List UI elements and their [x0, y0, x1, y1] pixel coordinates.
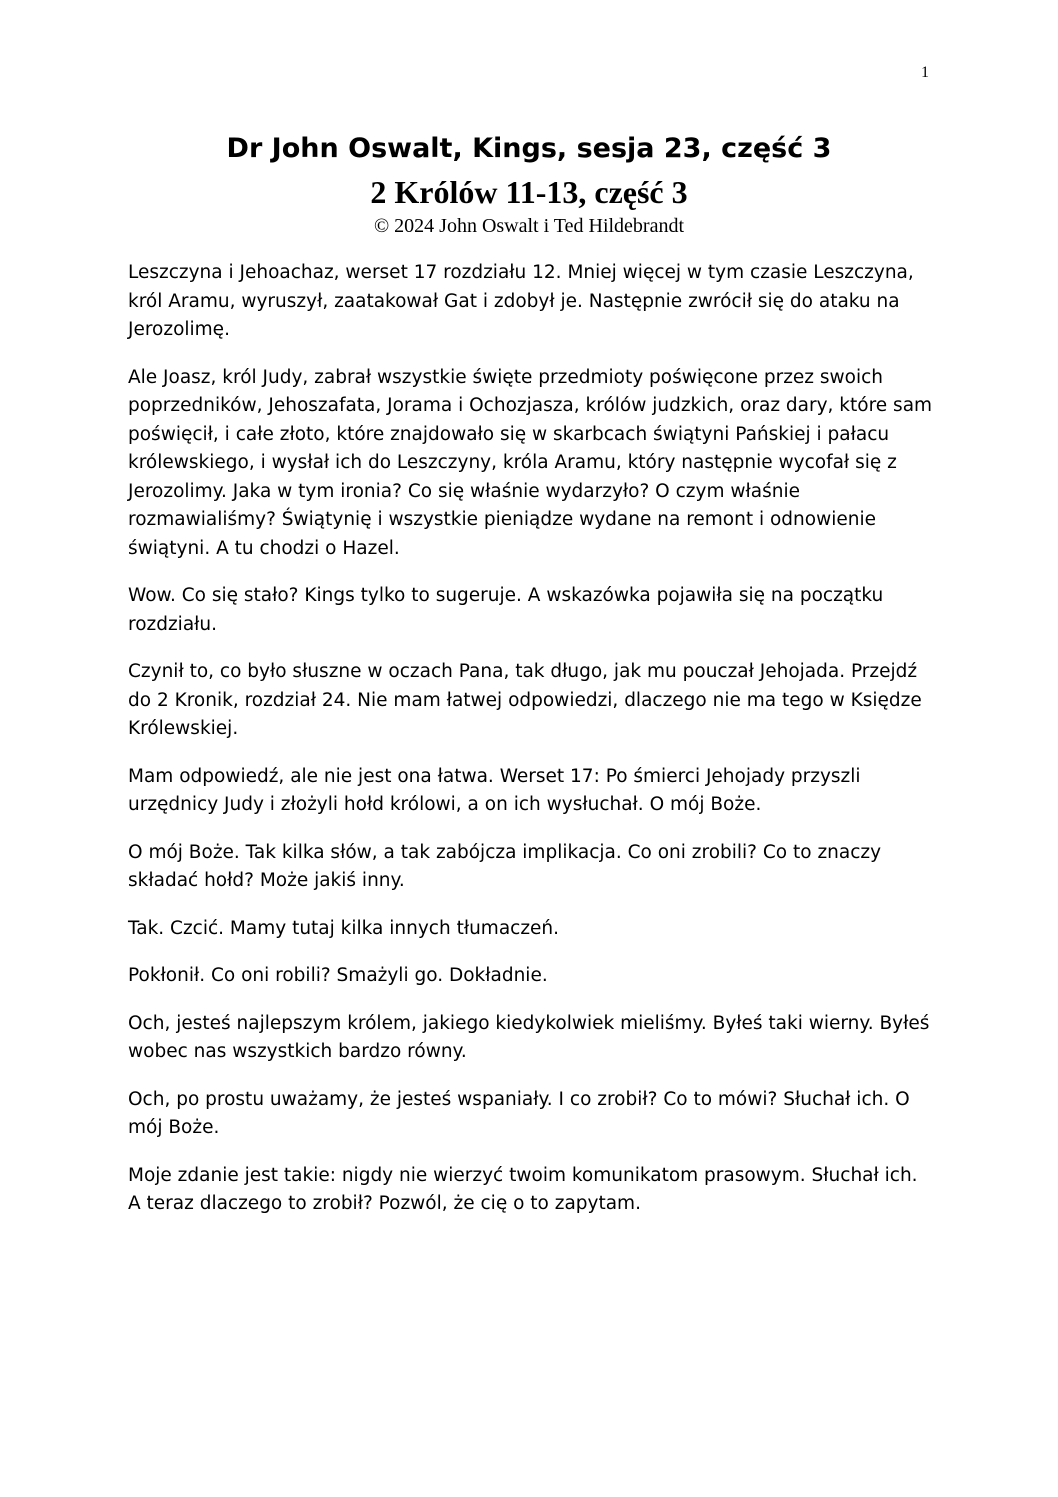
- document-title: Dr John Oswalt, Kings, sesja 23, część 3: [226, 133, 832, 164]
- paragraph: Czynił to, co było słuszne w oczach Pana, tak długo, jak mu pouczał Jehojada. Przejdź do 2 Kronik, rozdział 24. Nie mam łatwej odpowiedzi, dlaczego nie ma tego w Księdze Królewskiej.: [128, 661, 922, 739]
- paragraph: Tak. Czcić. Mamy tutaj kilka innych tłumaczeń.: [128, 917, 560, 939]
- transcript-body: [128, 259, 936, 1238]
- document-subtitle: 2 Królów 11-13, część 3: [370, 174, 688, 210]
- copyright-line: © 2024 John Oswalt i Ted Hildebrandt: [373, 215, 685, 237]
- paragraph: O mój Boże. Tak kilka słów, a tak zabójcza implikacja. Co oni zrobili? Co to znaczy składać hołd? Może jakiś inny.: [128, 841, 882, 891]
- page-number: 1: [921, 64, 929, 81]
- paragraph: Ale Joasz, król Judy, zabrał wszystkie święte przedmioty poświęcone przez swoich poprzedników, Jehoszafata, Jorama i Ochozjasza, królów judzkich, oraz dary, które sam poświęcił, i całe złoto, które znajdowało się w skarbcach świątyni Pańskiej i pałacu królewskiego, i wysłał ich do Leszczyny, króla Aramu, który następnie wycofał się z Jerozolimy. Jaka w tym ironia? Co się właśnie wydarzyło? O czym właśnie rozmawialiśmy? Świątynię i wszystkie pieniądze wydane na remont i odnowienie świątyni. A tu chodzi o Hazel.: [128, 366, 933, 559]
- paragraph: Och, jesteś najlepszym królem, jakiego kiedykolwiek mieliśmy. Byłeś taki wierny. Byłeś wobec nas wszystkich bardzo równy.: [128, 1012, 930, 1062]
- paragraph: Wow. Co się stało? Kings tylko to sugeruje. A wskazówka pojawiła się na początku rozdziału.: [128, 585, 884, 635]
- paragraph: Moje zdanie jest takie: nigdy nie wierzyć twoim komunikatom prasowym. Słuchał ich. A teraz dlaczego to zrobił? Pozwól, że cię o to zapytam.: [128, 1164, 918, 1214]
- paragraph: Och, po prostu uważamy, że jesteś wspaniały. I co zrobił? Co to mówi? Słuchał ich. O mój Boże.: [128, 1088, 910, 1138]
- paragraph: Mam odpowiedź, ale nie jest ona łatwa. Werset 17: Po śmierci Jehojady przyszli urzędnicy Judy i złożyli hołd królowi, a on ich wysłuchał. O mój Boże.: [128, 765, 861, 815]
- paragraph: Leszczyna i Jehoachaz, werset 17 rozdziału 12. Mniej więcej w tym czasie Leszczyna, król Aramu, wyruszył, zaatakował Gat i zdobył je. Następnie zwrócił się do ataku na Jerozolimę.: [128, 262, 914, 340]
- paragraph: Pokłonił. Co oni robili? Smażyli go. Dokładnie.: [128, 965, 548, 986]
